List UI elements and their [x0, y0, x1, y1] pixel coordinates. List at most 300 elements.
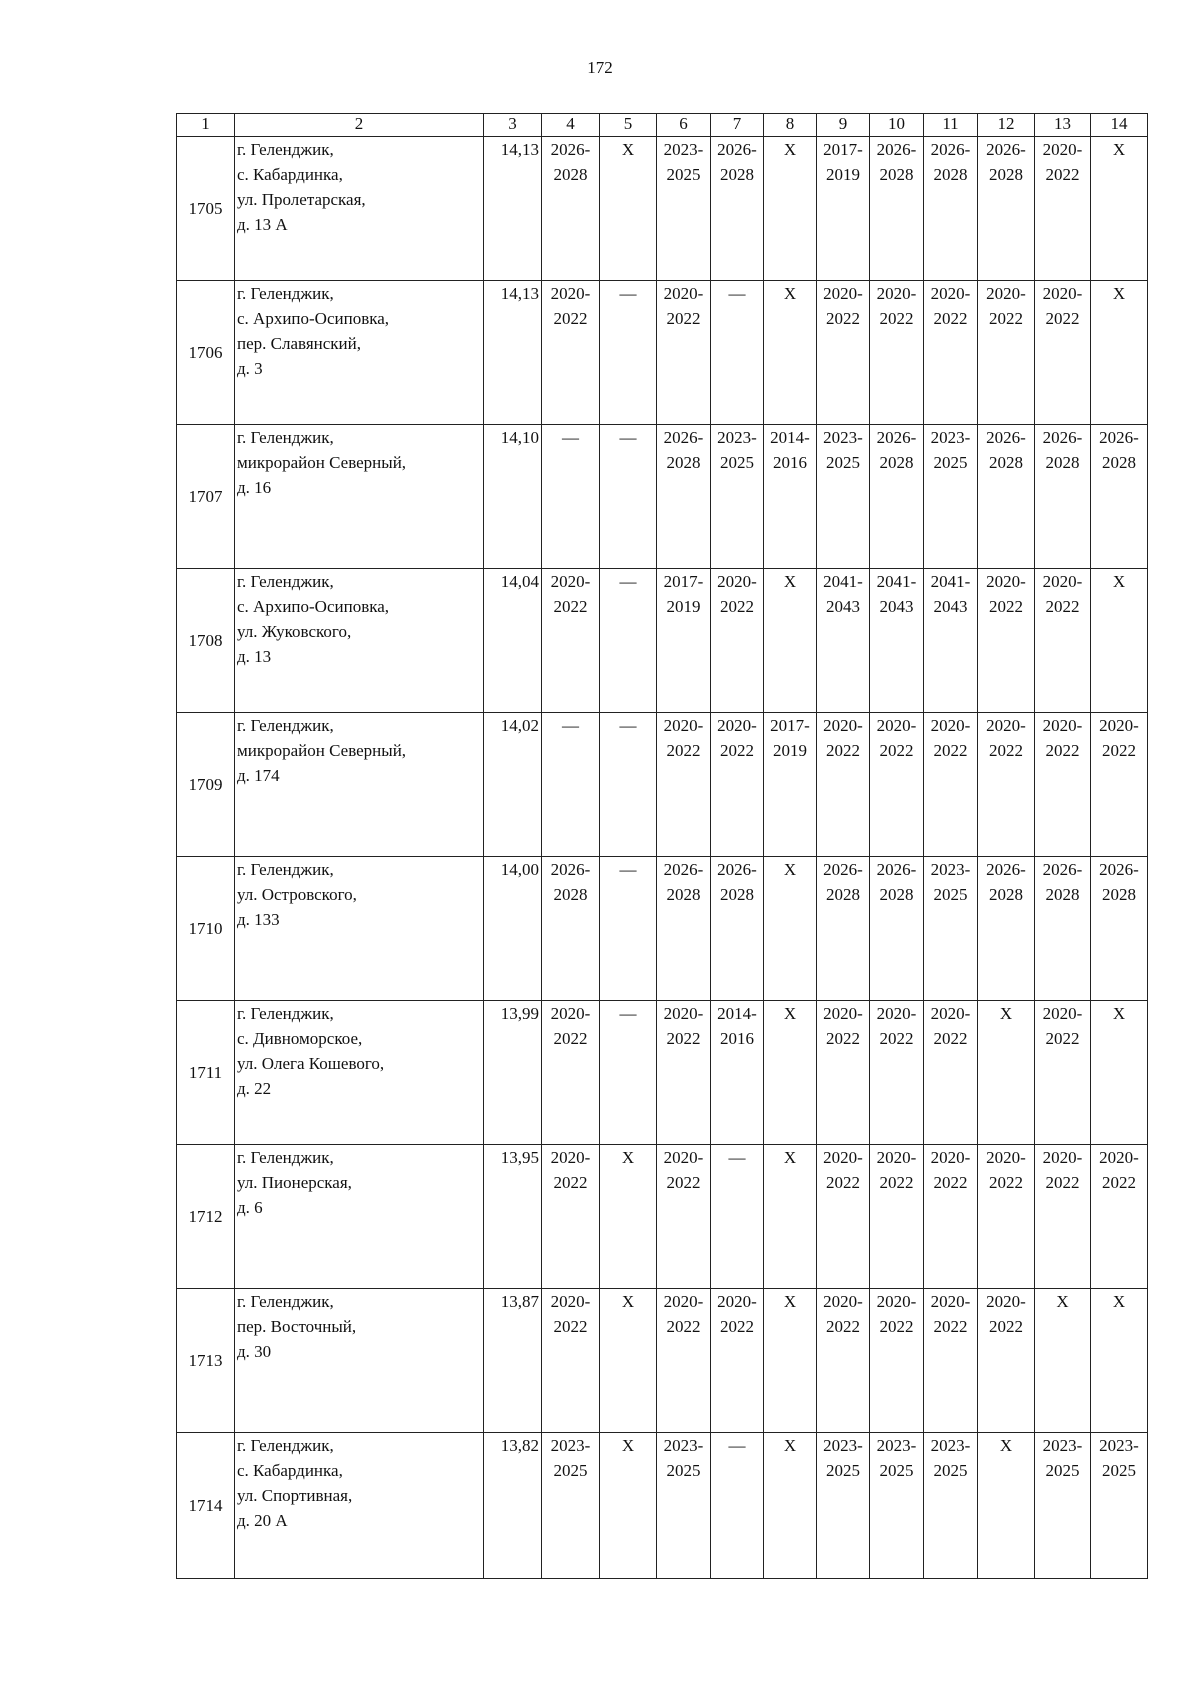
column-header: 12 [978, 114, 1035, 137]
period-line: — [728, 1148, 746, 1167]
address-cell [235, 1001, 484, 1145]
area-cell: 13,87 [484, 1289, 542, 1433]
period-cell [657, 1289, 711, 1433]
period-line: 2020- [1042, 1148, 1083, 1167]
period-line: 2041- [876, 572, 917, 591]
period-line: 2043 [826, 597, 860, 616]
period-cell [1091, 857, 1148, 1001]
period-cell [924, 281, 978, 425]
period-cell [817, 857, 870, 1001]
period-line: 2028 [1045, 453, 1080, 472]
table-row [177, 1145, 1148, 1289]
period-cell [764, 857, 817, 1001]
column-header: 9 [817, 114, 870, 137]
period-cell [924, 1001, 978, 1145]
address-line: с. Архипо-Осиповка, [237, 309, 390, 328]
table-row [177, 713, 1148, 857]
table-row [177, 1289, 1148, 1433]
period-cell [1035, 281, 1091, 425]
column-header: 3 [484, 114, 542, 137]
period-cell [870, 281, 924, 425]
column-header: 7 [711, 114, 764, 137]
area-cell: 14,00 [484, 857, 542, 1001]
period-line: X [783, 572, 797, 591]
period-line: 2022 [879, 741, 914, 760]
period-line: X [783, 1292, 797, 1311]
address-cell [235, 281, 484, 425]
period-line: 2026- [823, 860, 863, 879]
period-cell [817, 713, 870, 857]
period-cell [600, 857, 657, 1001]
address-line: ул. Олега Кошевого, [237, 1054, 385, 1073]
period-cell [600, 569, 657, 713]
table-row [177, 137, 1148, 281]
area-cell: 14,10 [484, 425, 542, 569]
row-number: 1712 [177, 1145, 235, 1289]
period-line: 2022 [989, 309, 1023, 328]
address-line: пер. Восточный, [237, 1317, 357, 1336]
period-cell [870, 1433, 924, 1579]
period-cell [764, 1433, 817, 1579]
period-line: 2028 [826, 885, 860, 904]
period-line: 2022 [553, 309, 588, 328]
period-line: 2022 [666, 1173, 701, 1192]
period-line: 2020- [930, 284, 971, 303]
period-line: 2020- [717, 572, 757, 591]
period-cell [978, 281, 1035, 425]
period-line: 2026- [1042, 860, 1083, 879]
period-line: 2028 [879, 885, 914, 904]
period-cell [924, 857, 978, 1001]
period-line: 2014- [770, 428, 810, 447]
period-cell [978, 713, 1035, 857]
address-cell [235, 425, 484, 569]
address-line: микрорайон Северный, [237, 741, 407, 760]
period-line: 2020- [663, 1292, 704, 1311]
row-number: 1706 [177, 281, 235, 425]
period-line: 2023- [930, 860, 971, 879]
column-header: 4 [542, 114, 600, 137]
period-line: 2025 [1102, 1461, 1136, 1480]
period-line: 2020- [663, 1004, 704, 1023]
period-line: 2022 [1045, 1029, 1080, 1048]
period-line: 2026- [717, 140, 757, 159]
period-line: 2028 [666, 885, 701, 904]
period-line: X [783, 1436, 797, 1455]
period-line: 2028 [1102, 885, 1136, 904]
period-cell [1035, 569, 1091, 713]
period-cell [924, 713, 978, 857]
period-line: 2020- [717, 1292, 757, 1311]
period-cell [657, 1433, 711, 1579]
period-line: 2026- [1099, 860, 1139, 879]
period-cell [870, 569, 924, 713]
period-line: 2043 [933, 597, 968, 616]
row-number: 1708 [177, 569, 235, 713]
row-number: 1713 [177, 1289, 235, 1433]
period-line: 2025 [933, 885, 968, 904]
period-line: 2022 [720, 597, 754, 616]
period-cell [764, 569, 817, 713]
period-line: 2022 [826, 1173, 860, 1192]
period-cell [711, 1001, 764, 1145]
period-cell [764, 713, 817, 857]
period-line: 2028 [553, 885, 588, 904]
period-cell [657, 713, 711, 857]
address-line: д. 133 [237, 910, 280, 929]
period-cell [978, 1145, 1035, 1289]
period-line: 2020- [550, 1292, 591, 1311]
period-cell [600, 281, 657, 425]
address-line: ул. Жуковского, [237, 622, 352, 641]
period-line: 2020- [1042, 140, 1083, 159]
period-line: — [619, 284, 637, 303]
column-header: 11 [924, 114, 978, 137]
period-line: 2028 [933, 165, 968, 184]
address-line: ул. Островского, [237, 885, 357, 904]
period-cell [817, 425, 870, 569]
period-line: 2020- [876, 1148, 917, 1167]
period-cell [657, 281, 711, 425]
period-cell [1091, 1001, 1148, 1145]
period-line: 2025 [879, 1461, 914, 1480]
period-line: X [621, 1292, 635, 1311]
period-line: 2026- [550, 140, 591, 159]
table-row [177, 857, 1148, 1001]
period-line: 2025 [933, 1461, 968, 1480]
period-line: 2023- [717, 428, 757, 447]
period-cell [711, 569, 764, 713]
period-cell [817, 1145, 870, 1289]
period-line: 2023- [663, 1436, 704, 1455]
period-line: 2028 [989, 165, 1023, 184]
period-cell [542, 1433, 600, 1579]
period-line: 2020- [930, 716, 971, 735]
period-line: X [999, 1004, 1013, 1023]
period-line: 2020- [1042, 284, 1083, 303]
period-line: 2025 [1045, 1461, 1080, 1480]
period-line: 2022 [826, 741, 860, 760]
period-cell [1091, 137, 1148, 281]
period-cell [542, 713, 600, 857]
period-line: 2023- [823, 428, 863, 447]
address-line: д. 13 [237, 647, 272, 666]
row-number: 1710 [177, 857, 235, 1001]
period-cell [1035, 1433, 1091, 1579]
period-cell [542, 1001, 600, 1145]
period-line: 2022 [826, 1029, 860, 1048]
area-cell: 13,95 [484, 1145, 542, 1289]
period-cell [542, 1145, 600, 1289]
period-cell [542, 1289, 600, 1433]
column-header: 6 [657, 114, 711, 137]
period-cell [978, 137, 1035, 281]
period-line: X [621, 140, 635, 159]
period-cell [1091, 425, 1148, 569]
period-line: 2028 [720, 165, 754, 184]
address-line: г. Геленджик, [237, 572, 334, 591]
period-line: 2020- [986, 716, 1026, 735]
period-cell [657, 857, 711, 1001]
period-cell [924, 1289, 978, 1433]
period-cell [711, 1289, 764, 1433]
column-header: 8 [764, 114, 817, 137]
period-line: 2020- [550, 284, 591, 303]
period-line: — [619, 428, 637, 447]
period-line: 2026- [930, 140, 971, 159]
period-line: 2026- [876, 140, 917, 159]
period-cell [870, 1289, 924, 1433]
period-line: 2020- [550, 1004, 591, 1023]
period-cell [600, 1289, 657, 1433]
area-cell: 13,82 [484, 1433, 542, 1579]
period-line: 2023- [930, 1436, 971, 1455]
address-line: г. Геленджик, [237, 1004, 334, 1023]
column-header: 10 [870, 114, 924, 137]
period-line: X [1056, 1292, 1069, 1311]
table-row [177, 281, 1148, 425]
period-cell [600, 425, 657, 569]
period-line: X [1112, 572, 1126, 591]
period-line: 2022 [720, 741, 754, 760]
area-cell: 14,13 [484, 281, 542, 425]
period-line: 2020- [1099, 1148, 1139, 1167]
register-table [176, 113, 1148, 1579]
period-line: 2026- [986, 428, 1026, 447]
period-line: 2023- [823, 1436, 863, 1455]
period-line: 2019 [826, 165, 860, 184]
address-line: пер. Славянский, [237, 334, 361, 353]
period-line: 2022 [826, 1317, 860, 1336]
period-line: — [619, 860, 637, 879]
area-cell: 14,13 [484, 137, 542, 281]
address-line: г. Геленджик, [237, 284, 334, 303]
address-line: д. 174 [237, 766, 280, 785]
period-line: 2026- [986, 140, 1026, 159]
period-cell [1035, 1289, 1091, 1433]
period-cell [870, 1001, 924, 1145]
period-line: X [783, 1148, 797, 1167]
period-line: 2022 [933, 1029, 968, 1048]
period-line: 2020- [930, 1148, 971, 1167]
area-cell: 14,02 [484, 713, 542, 857]
period-cell [542, 137, 600, 281]
period-line: 2022 [933, 741, 968, 760]
period-cell [978, 425, 1035, 569]
period-line: X [621, 1148, 635, 1167]
address-line: г. Геленджик, [237, 860, 334, 879]
period-line: 2028 [720, 885, 754, 904]
address-cell [235, 1145, 484, 1289]
period-line: 2020- [663, 284, 704, 303]
table-row [177, 425, 1148, 569]
area-cell: 13,99 [484, 1001, 542, 1145]
address-line: г. Геленджик, [237, 1292, 334, 1311]
period-line: 2020- [823, 1148, 863, 1167]
period-cell [542, 857, 600, 1001]
period-line: 2022 [989, 741, 1023, 760]
period-line: — [619, 572, 637, 591]
period-line: 2025 [826, 453, 860, 472]
period-cell [870, 713, 924, 857]
address-cell [235, 713, 484, 857]
period-cell [1091, 713, 1148, 857]
period-cell [817, 1289, 870, 1433]
table-row [177, 1001, 1148, 1145]
period-line: 2025 [553, 1461, 588, 1480]
period-line: 2026- [1042, 428, 1083, 447]
period-line: 2043 [879, 597, 914, 616]
period-cell [817, 137, 870, 281]
row-number: 1711 [177, 1001, 235, 1145]
address-line: с. Кабардинка, [237, 1461, 343, 1480]
period-cell [817, 281, 870, 425]
period-line: 2026- [663, 860, 704, 879]
address-line: ул. Пионерская, [237, 1173, 352, 1192]
column-header: 2 [235, 114, 484, 137]
period-cell [600, 1145, 657, 1289]
period-cell [711, 713, 764, 857]
period-line: 2022 [879, 1317, 914, 1336]
period-line: 2041- [823, 572, 863, 591]
period-cell [817, 1001, 870, 1145]
period-line: — [562, 428, 579, 447]
period-line: 2022 [553, 1173, 588, 1192]
period-line: X [783, 860, 797, 879]
period-line: 2028 [989, 885, 1023, 904]
period-line: 2020- [823, 284, 863, 303]
table-row [177, 569, 1148, 713]
period-line: 2022 [1045, 741, 1080, 760]
period-line: 2025 [720, 453, 754, 472]
period-line: 2022 [666, 309, 701, 328]
period-line: — [619, 1004, 637, 1023]
period-cell [1091, 1145, 1148, 1289]
period-cell [924, 425, 978, 569]
address-cell [235, 1433, 484, 1579]
period-line: 2025 [666, 1461, 701, 1480]
period-line: 2023- [1042, 1436, 1083, 1455]
row-number: 1709 [177, 713, 235, 857]
period-line: 2022 [1045, 309, 1080, 328]
period-line: X [783, 1004, 797, 1023]
table-row [177, 1433, 1148, 1579]
period-line: 2025 [666, 165, 701, 184]
period-cell [924, 1433, 978, 1579]
period-cell [1035, 857, 1091, 1001]
period-line: X [783, 284, 797, 303]
row-number: 1714 [177, 1433, 235, 1579]
period-cell [657, 1001, 711, 1145]
period-line: 2022 [1045, 165, 1080, 184]
period-line: 2022 [1045, 1173, 1080, 1192]
period-cell [978, 1001, 1035, 1145]
period-cell [764, 1289, 817, 1433]
period-cell [657, 1145, 711, 1289]
period-line: 2023- [930, 428, 971, 447]
period-cell [924, 137, 978, 281]
period-line: 2020- [876, 716, 917, 735]
period-line: 2022 [933, 1173, 968, 1192]
address-line: с. Дивноморское, [237, 1029, 363, 1048]
header-row [177, 114, 1148, 137]
period-line: 2022 [553, 597, 588, 616]
period-line: 2023- [663, 140, 704, 159]
period-cell [657, 425, 711, 569]
address-line: ул. Спортивная, [237, 1486, 353, 1505]
period-line: 2028 [879, 453, 914, 472]
period-cell [657, 137, 711, 281]
address-line: д. 3 [237, 359, 263, 378]
period-line: 2020- [717, 716, 757, 735]
period-line: 2026- [876, 428, 917, 447]
area-cell: 14,04 [484, 569, 542, 713]
period-line: 2028 [879, 165, 914, 184]
period-cell [1035, 137, 1091, 281]
period-line: 2026- [550, 860, 591, 879]
period-line: 2019 [666, 597, 701, 616]
address-cell [235, 857, 484, 1001]
period-line: 2022 [1045, 597, 1080, 616]
period-line: X [999, 1436, 1013, 1455]
address-line: г. Геленджик, [237, 716, 334, 735]
period-line: 2020- [930, 1292, 971, 1311]
period-line: 2022 [666, 1317, 701, 1336]
period-line: 2022 [826, 309, 860, 328]
period-cell [1035, 1001, 1091, 1145]
period-line: 2026- [1099, 428, 1139, 447]
period-cell [711, 857, 764, 1001]
period-line: 2020- [823, 1004, 863, 1023]
period-line: 2017- [770, 716, 810, 735]
address-cell [235, 1289, 484, 1433]
period-cell [764, 1145, 817, 1289]
period-cell [764, 137, 817, 281]
period-line: 2022 [879, 309, 914, 328]
period-cell [542, 425, 600, 569]
period-line: 2020- [986, 1148, 1026, 1167]
period-cell [600, 713, 657, 857]
period-line: 2022 [553, 1317, 588, 1336]
period-line: 2022 [989, 597, 1023, 616]
period-line: 2026- [663, 428, 704, 447]
period-cell [711, 281, 764, 425]
period-line: 2025 [826, 1461, 860, 1480]
period-line: 2026- [717, 860, 757, 879]
period-line: 2020- [1099, 716, 1139, 735]
period-cell [870, 137, 924, 281]
period-line: 2020- [986, 284, 1026, 303]
period-cell [1091, 1433, 1148, 1579]
period-line: 2020- [986, 1292, 1026, 1311]
period-line: — [728, 284, 746, 303]
address-line: г. Геленджик, [237, 1148, 334, 1167]
period-line: 2020- [876, 284, 917, 303]
period-line: 2020- [823, 716, 863, 735]
period-cell [764, 425, 817, 569]
address-line: с. Архипо-Осиповка, [237, 597, 390, 616]
period-line: — [728, 1436, 746, 1455]
page-number: 172 [587, 58, 613, 77]
period-line: — [619, 716, 637, 735]
period-cell [600, 137, 657, 281]
address-line: г. Геленджик, [237, 1436, 334, 1455]
row-number: 1707 [177, 425, 235, 569]
column-header: 14 [1091, 114, 1148, 137]
period-line: 2016 [773, 453, 807, 472]
address-line: г. Геленджик, [237, 140, 334, 159]
period-line: 2022 [989, 1317, 1023, 1336]
